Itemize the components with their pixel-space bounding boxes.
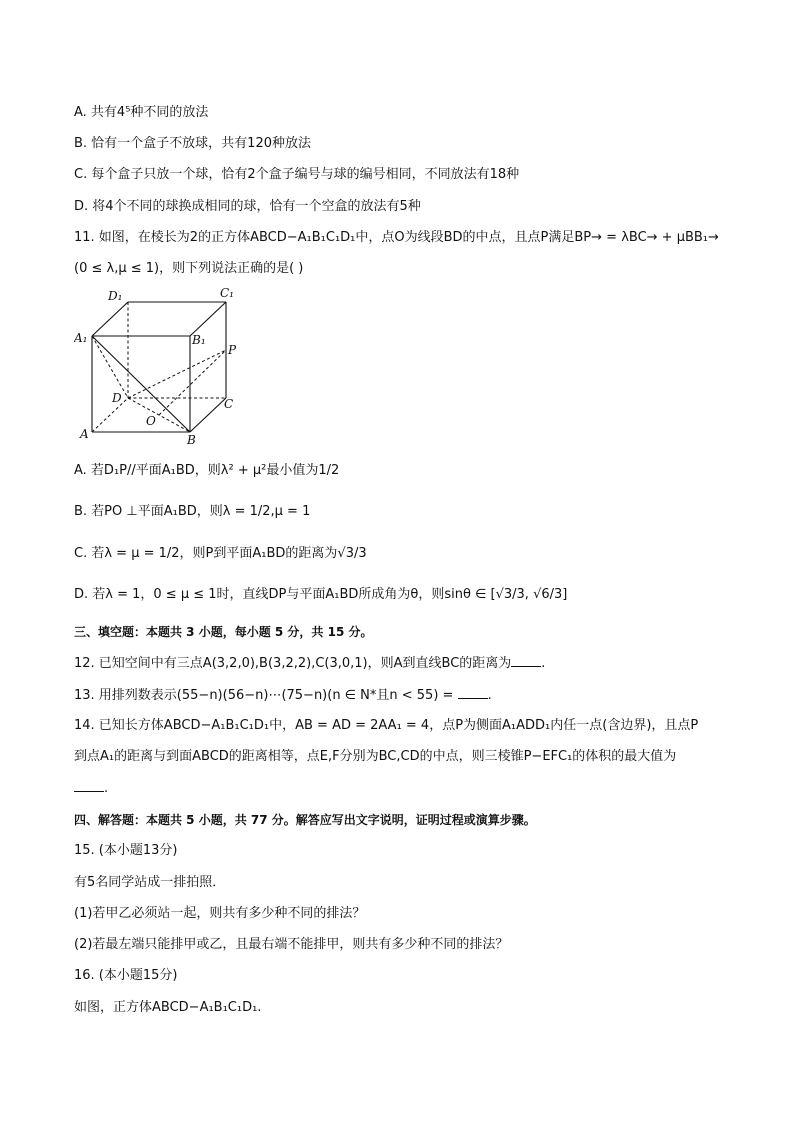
label-D: D	[112, 391, 122, 405]
label-O: O	[146, 414, 156, 428]
q15-intro: 有5名同学站成一排拍照．	[74, 875, 226, 890]
label-C1: C₁	[220, 286, 234, 300]
q11-option-d: D. 若λ = 1，0 ≤ μ ≤ 1时，直线DP与平面A₁BD所成角为θ，则sinθ ∈ [√3/3, √6/3]	[74, 587, 568, 602]
q15-part2: (2)若最左端只能排甲或乙，且最右端不能排甲，则共有多少种不同的排法？	[74, 937, 509, 952]
answer-blank	[458, 686, 488, 699]
label-B1: B₁	[192, 333, 206, 347]
label-A1: A₁	[74, 331, 88, 345]
q11-option-a: A. 若D₁P//平面A₁BD，则λ² + μ²最小值为1/2	[74, 463, 340, 478]
label-A: A	[80, 427, 89, 441]
label-P: P	[228, 343, 237, 357]
label-D1: D₁	[108, 289, 123, 303]
q11-stem-line2: (0 ≤ λ,μ ≤ 1)，则下列说法正确的是( )	[74, 261, 304, 276]
section3-heading: 三、填空题：本题共 3 小题，每小题 5 分，共 15 分。	[74, 625, 373, 639]
q10-option-c: C. 每个盒子只放一个球，恰有2个盒子编号与球的编号相同，不同放法有18种	[74, 167, 520, 182]
q10-option-a: A. 共有4⁵种不同的放法	[74, 105, 209, 120]
q12-line: 12. 已知空间中有三点A(3,2,0),B(3,2,2),C(3,0,1)，则A到直线BC的距离为 .	[74, 656, 546, 671]
q16-intro: 如图，正方体ABCD−A₁B₁C₁D₁.	[74, 1000, 262, 1015]
q15-part1: (1)若甲乙必须站一起，则共有多少种不同的排法？	[74, 906, 366, 921]
q11-stem-line1: 11. 如图，在棱长为2的正方体ABCD−A₁B₁C₁D₁中，点O为线段BD的中点，且点P满足BP→ = λBC→ + μBB₁→	[74, 230, 719, 245]
section4-heading: 四、解答题：本题共 5 小题，共 77 分。解答应写出文字说明，证明过程或演算步骤。	[74, 813, 536, 827]
answer-blank	[74, 779, 104, 792]
answer-blank	[511, 654, 541, 667]
q14-line1: 14. 已知长方体ABCD−A₁B₁C₁D₁中，AB = AD = 2AA₁ = 4，点P为侧面A₁ADD₁内任一点(含边界)，且点P	[74, 718, 699, 733]
cube-figure	[74, 286, 254, 446]
q13-line: 13. 用排列数表示(55−n)(56−n)⋯(75−n)(n ∈ N*且n < 55) = .	[74, 688, 492, 703]
q15-header: 15. (本小题13分)	[74, 843, 178, 858]
label-B: B	[187, 433, 196, 446]
q11-option-b: B. 若PO ⊥平面A₁BD，则λ = 1/2,μ = 1	[74, 504, 311, 519]
label-C: C	[224, 397, 234, 411]
q10-option-b: B. 恰有一个盒子不放球，共有120种放法	[74, 136, 311, 151]
q12-text: 12. 已知空间中有三点A(3,2,0),B(3,2,2),C(3,0,1)，则A到直线BC的距离为	[74, 656, 512, 671]
q10-option-d: D. 将4个不同的球换成相同的球，恰有一个空盒的放法有5种	[74, 199, 421, 214]
q16-header: 16. (本小题15分)	[74, 968, 178, 983]
q13-text: 13. 用排列数表示(55−n)(56−n)⋯(75−n)(n ∈ N*且n < 55) =	[74, 688, 454, 703]
q14-answer-line: .	[74, 779, 108, 798]
q11-option-c: C. 若λ = μ = 1/2，则P到平面A₁BD的距离为√3/3	[74, 546, 367, 561]
q14-line2: 到点A₁的距离与到面ABCD的距离相等，点E,F分别为BC,CD的中点，则三棱锥P−EFC₁的体积的最大值为	[74, 749, 677, 764]
